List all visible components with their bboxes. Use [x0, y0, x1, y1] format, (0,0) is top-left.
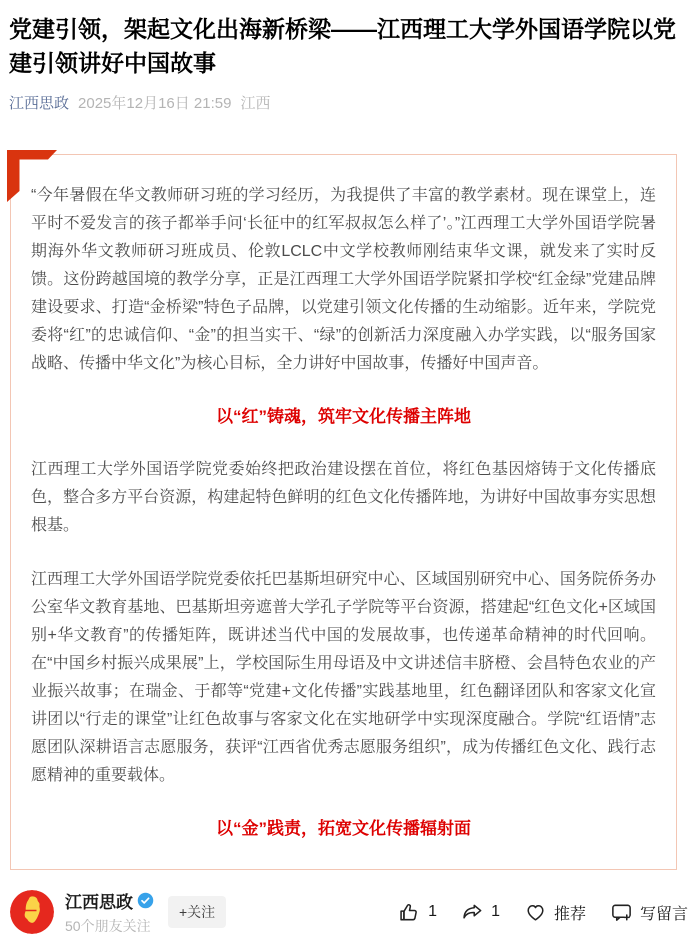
- account-name-row: [65, 888, 154, 913]
- section-heading: 以“红”铸魂，筑牢文化传播主阵地: [216, 407, 471, 426]
- heart-icon: [524, 901, 547, 924]
- publish-location: 江西: [240, 95, 271, 112]
- section-heading: 以“金”践责，拓宽文化传播辐射面: [216, 819, 471, 838]
- followers-count: 50个朋友关注: [65, 918, 151, 934]
- page-title: 党建引领，架起文化出海新桥梁——江西理工大学外国语学院以党建引领讲好中国故事: [9, 16, 676, 76]
- verified-badge-icon: [137, 892, 154, 909]
- engagement-bar: [0, 881, 700, 943]
- like-button[interactable]: [398, 901, 437, 924]
- comment-button[interactable]: [610, 901, 688, 924]
- author-link[interactable]: 江西思政: [9, 95, 70, 112]
- share-icon: [461, 901, 484, 924]
- account-profile: [10, 888, 226, 936]
- article-header: [0, 0, 700, 113]
- share-count: 1: [491, 903, 500, 920]
- comment-label: 写留言: [639, 905, 688, 923]
- follow-button[interactable]: +关注: [168, 896, 226, 928]
- corner-ribbon-icon: [7, 150, 61, 204]
- article-paragraph: 江西理工大学外国语学院党委始终把政治建设摆在首位，将红色基因熔铸于文化传播底色，整合多方平台资源，构建起特色鲜明的红色文化传播阵地，为讲好中国故事夯实思想根基。: [31, 461, 656, 534]
- account-info: [65, 888, 154, 936]
- avatar[interactable]: [10, 890, 54, 934]
- publish-date: 2025年12月16日 21:59: [78, 95, 232, 112]
- article-paragraph: 江西理工大学外国语学院党委依托巴基斯坦研究中心、区域国别研究中心、国务院侨务办公室华文教育基地、巴基斯坦旁遮普大学孔子学院等平台资源，搭建起“红色文化+区域国别+华文教育”的传播矩阵，既讲述当代中国的发展故事，也传递革命精神的时代回响。在“中国乡村振兴成果展”上，学校国际生用母语及中文讲述信丰脐橙、会昌特色农业的产业振兴故事；在瑞金、于都等“党建+文化传播”实践基地里，红色翻译团队和客家文化宣讲团以“行走的课堂”让红色故事与客家文化在实地研学中实现深度融合。学院“红语情”志愿团队深耕语言志愿服务，获评“江西省优秀志愿服务组织”，成为传播红色文化、践行志愿精神的重要载体。: [31, 571, 656, 784]
- share-button[interactable]: [461, 901, 500, 924]
- article-meta: [9, 92, 676, 113]
- like-count: 1: [428, 903, 438, 920]
- recommend-label: 推荐: [553, 905, 586, 923]
- account-name[interactable]: 江西思政: [65, 893, 133, 912]
- comment-icon: [610, 901, 633, 924]
- thumbs-up-icon: [398, 901, 421, 924]
- action-bar: [398, 901, 688, 924]
- article-paragraph: “今年暑假在华文教师研习班的学习经历，为我提供了丰富的教学素材。现在课堂上，连平时不爱发言的孩子都举手问‘长征中的红军叔叔怎么样了’。”江西理工大学外国语学院暑期海外华文教师研习班成员、伦敦LCLC中文学校教师刚结束华文课，就发来了实时反馈。这份跨越国境的教学分享，正是江西理工大学外国语学院紧扣学校“红金绿”党建品牌建设要求、打造“金桥梁”特色子品牌，以党建引领文化传播的生动缩影。近年来，学院党委将“红”的忠诚信仰、“金”的担当实干、“绿”的创新活力深度融入办学实践，以“服务国家战略、传播中华文化”为核心目标，全力讲好中国故事，传播好中国声音。: [31, 187, 656, 372]
- article-body: [10, 154, 677, 870]
- recommend-button[interactable]: [524, 901, 586, 924]
